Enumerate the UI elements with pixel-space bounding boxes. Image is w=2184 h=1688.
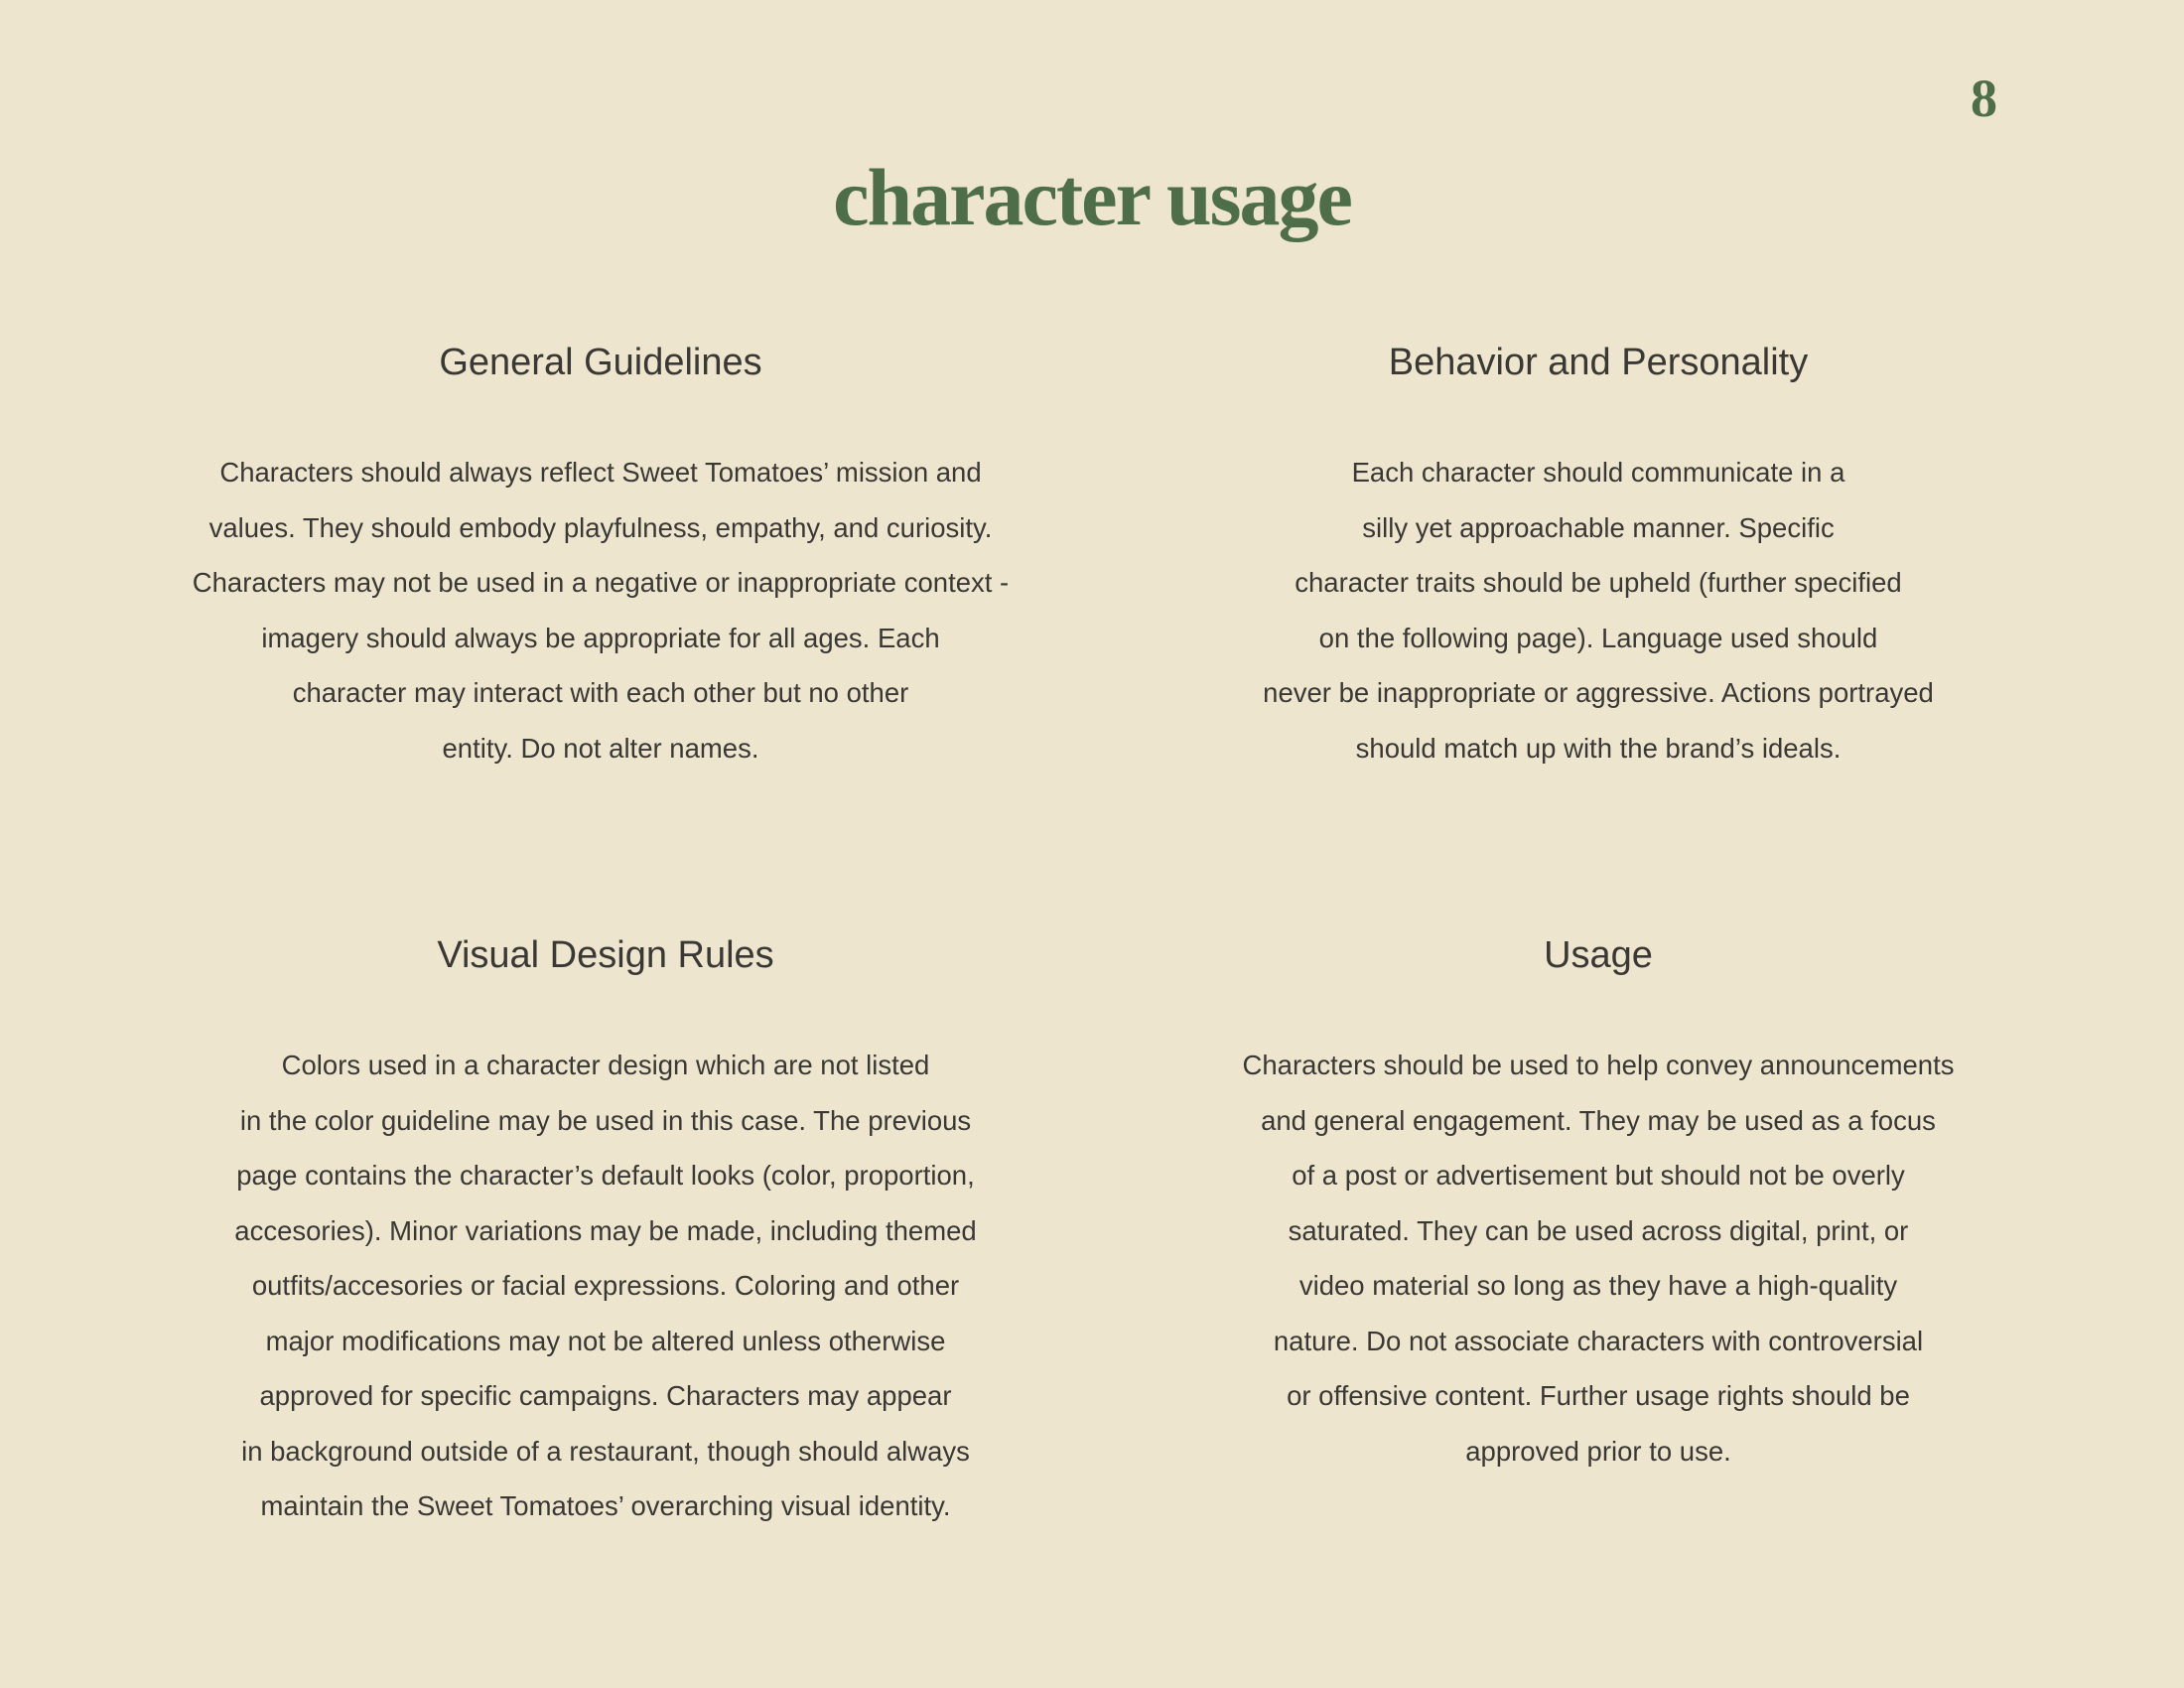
body-line: Each character should communicate in a bbox=[1351, 457, 1845, 488]
section-usage bbox=[1132, 936, 2065, 1478]
body-line: Characters should be used to help convey announcements bbox=[1242, 1050, 1955, 1080]
body-line: and general engagement. They may be used as a focus bbox=[1261, 1104, 1936, 1136]
body-line: major modifications may not be altered unless otherwise bbox=[265, 1325, 946, 1356]
body-line: nature. Do not associate characters with controversial bbox=[1273, 1325, 1924, 1356]
body-line: approved prior to use. bbox=[1465, 1435, 1731, 1467]
body-line: character traits should be upheld (further specified bbox=[1295, 567, 1902, 598]
body-line: Characters may not be used in a negative or inappropriate context - bbox=[192, 567, 1010, 598]
section-body bbox=[1132, 445, 2065, 775]
page-title: character usage bbox=[833, 152, 1351, 242]
section-body bbox=[129, 1038, 1082, 1534]
body-line: character may interact with each other but no other bbox=[292, 677, 909, 708]
body-line: should match up with the brand’s ideals. bbox=[1355, 732, 1842, 764]
body-line: saturated. They can be used across digital, print, or bbox=[1288, 1214, 1909, 1246]
body-line: of a post or advertisement but should not be overly bbox=[1292, 1160, 1905, 1191]
section-heading: Usage bbox=[1544, 934, 1653, 976]
body-line: Characters should always reflect Sweet Tomatoes’ mission and bbox=[219, 457, 982, 488]
page-number: 8 bbox=[1971, 69, 1997, 128]
body-line: video material so long as they have a high-quality bbox=[1298, 1270, 1898, 1301]
body-line: entity. Do not alter names. bbox=[442, 732, 759, 764]
body-line: maintain the Sweet Tomatoes’ overarching visual identity. bbox=[260, 1490, 951, 1521]
body-line: on the following page). Language used should bbox=[1318, 622, 1878, 653]
section-body bbox=[129, 445, 1072, 775]
section-heading: General Guidelines bbox=[439, 342, 762, 383]
section-heading: Behavior and Personality bbox=[1388, 342, 1809, 383]
body-line: silly yet approachable manner. Specific bbox=[1362, 511, 1835, 543]
body-line: in background outside of a restaurant, though should always bbox=[241, 1435, 970, 1467]
body-line: in the color guideline may be used in this case. The previous bbox=[239, 1104, 972, 1136]
section-behavior-and-personality bbox=[1132, 344, 2065, 775]
body-line: or offensive content. Further usage rights should be bbox=[1287, 1380, 1910, 1411]
section-general-guidelines bbox=[129, 344, 1072, 775]
body-line: Colors used in a character design which are not listed bbox=[281, 1050, 930, 1080]
section-heading: Visual Design Rules bbox=[437, 934, 774, 976]
section-body bbox=[1132, 1038, 2065, 1478]
body-line: page contains the character’s default looks (color, proportion, bbox=[236, 1160, 975, 1191]
body-line: values. They should embody playfulness, empathy, and curiosity. bbox=[208, 511, 993, 543]
body-line: imagery should always be appropriate for all ages. Each bbox=[261, 622, 940, 653]
body-line: approved for specific campaigns. Characters may appear bbox=[259, 1380, 952, 1411]
section-visual-design-rules bbox=[129, 936, 1082, 1534]
body-line: outfits/accesories or facial expressions. Coloring and other bbox=[251, 1270, 960, 1301]
body-line: accesories). Minor variations may be made, including themed bbox=[234, 1214, 977, 1246]
body-line: never be inappropriate or aggressive. Actions portrayed bbox=[1263, 677, 1934, 708]
